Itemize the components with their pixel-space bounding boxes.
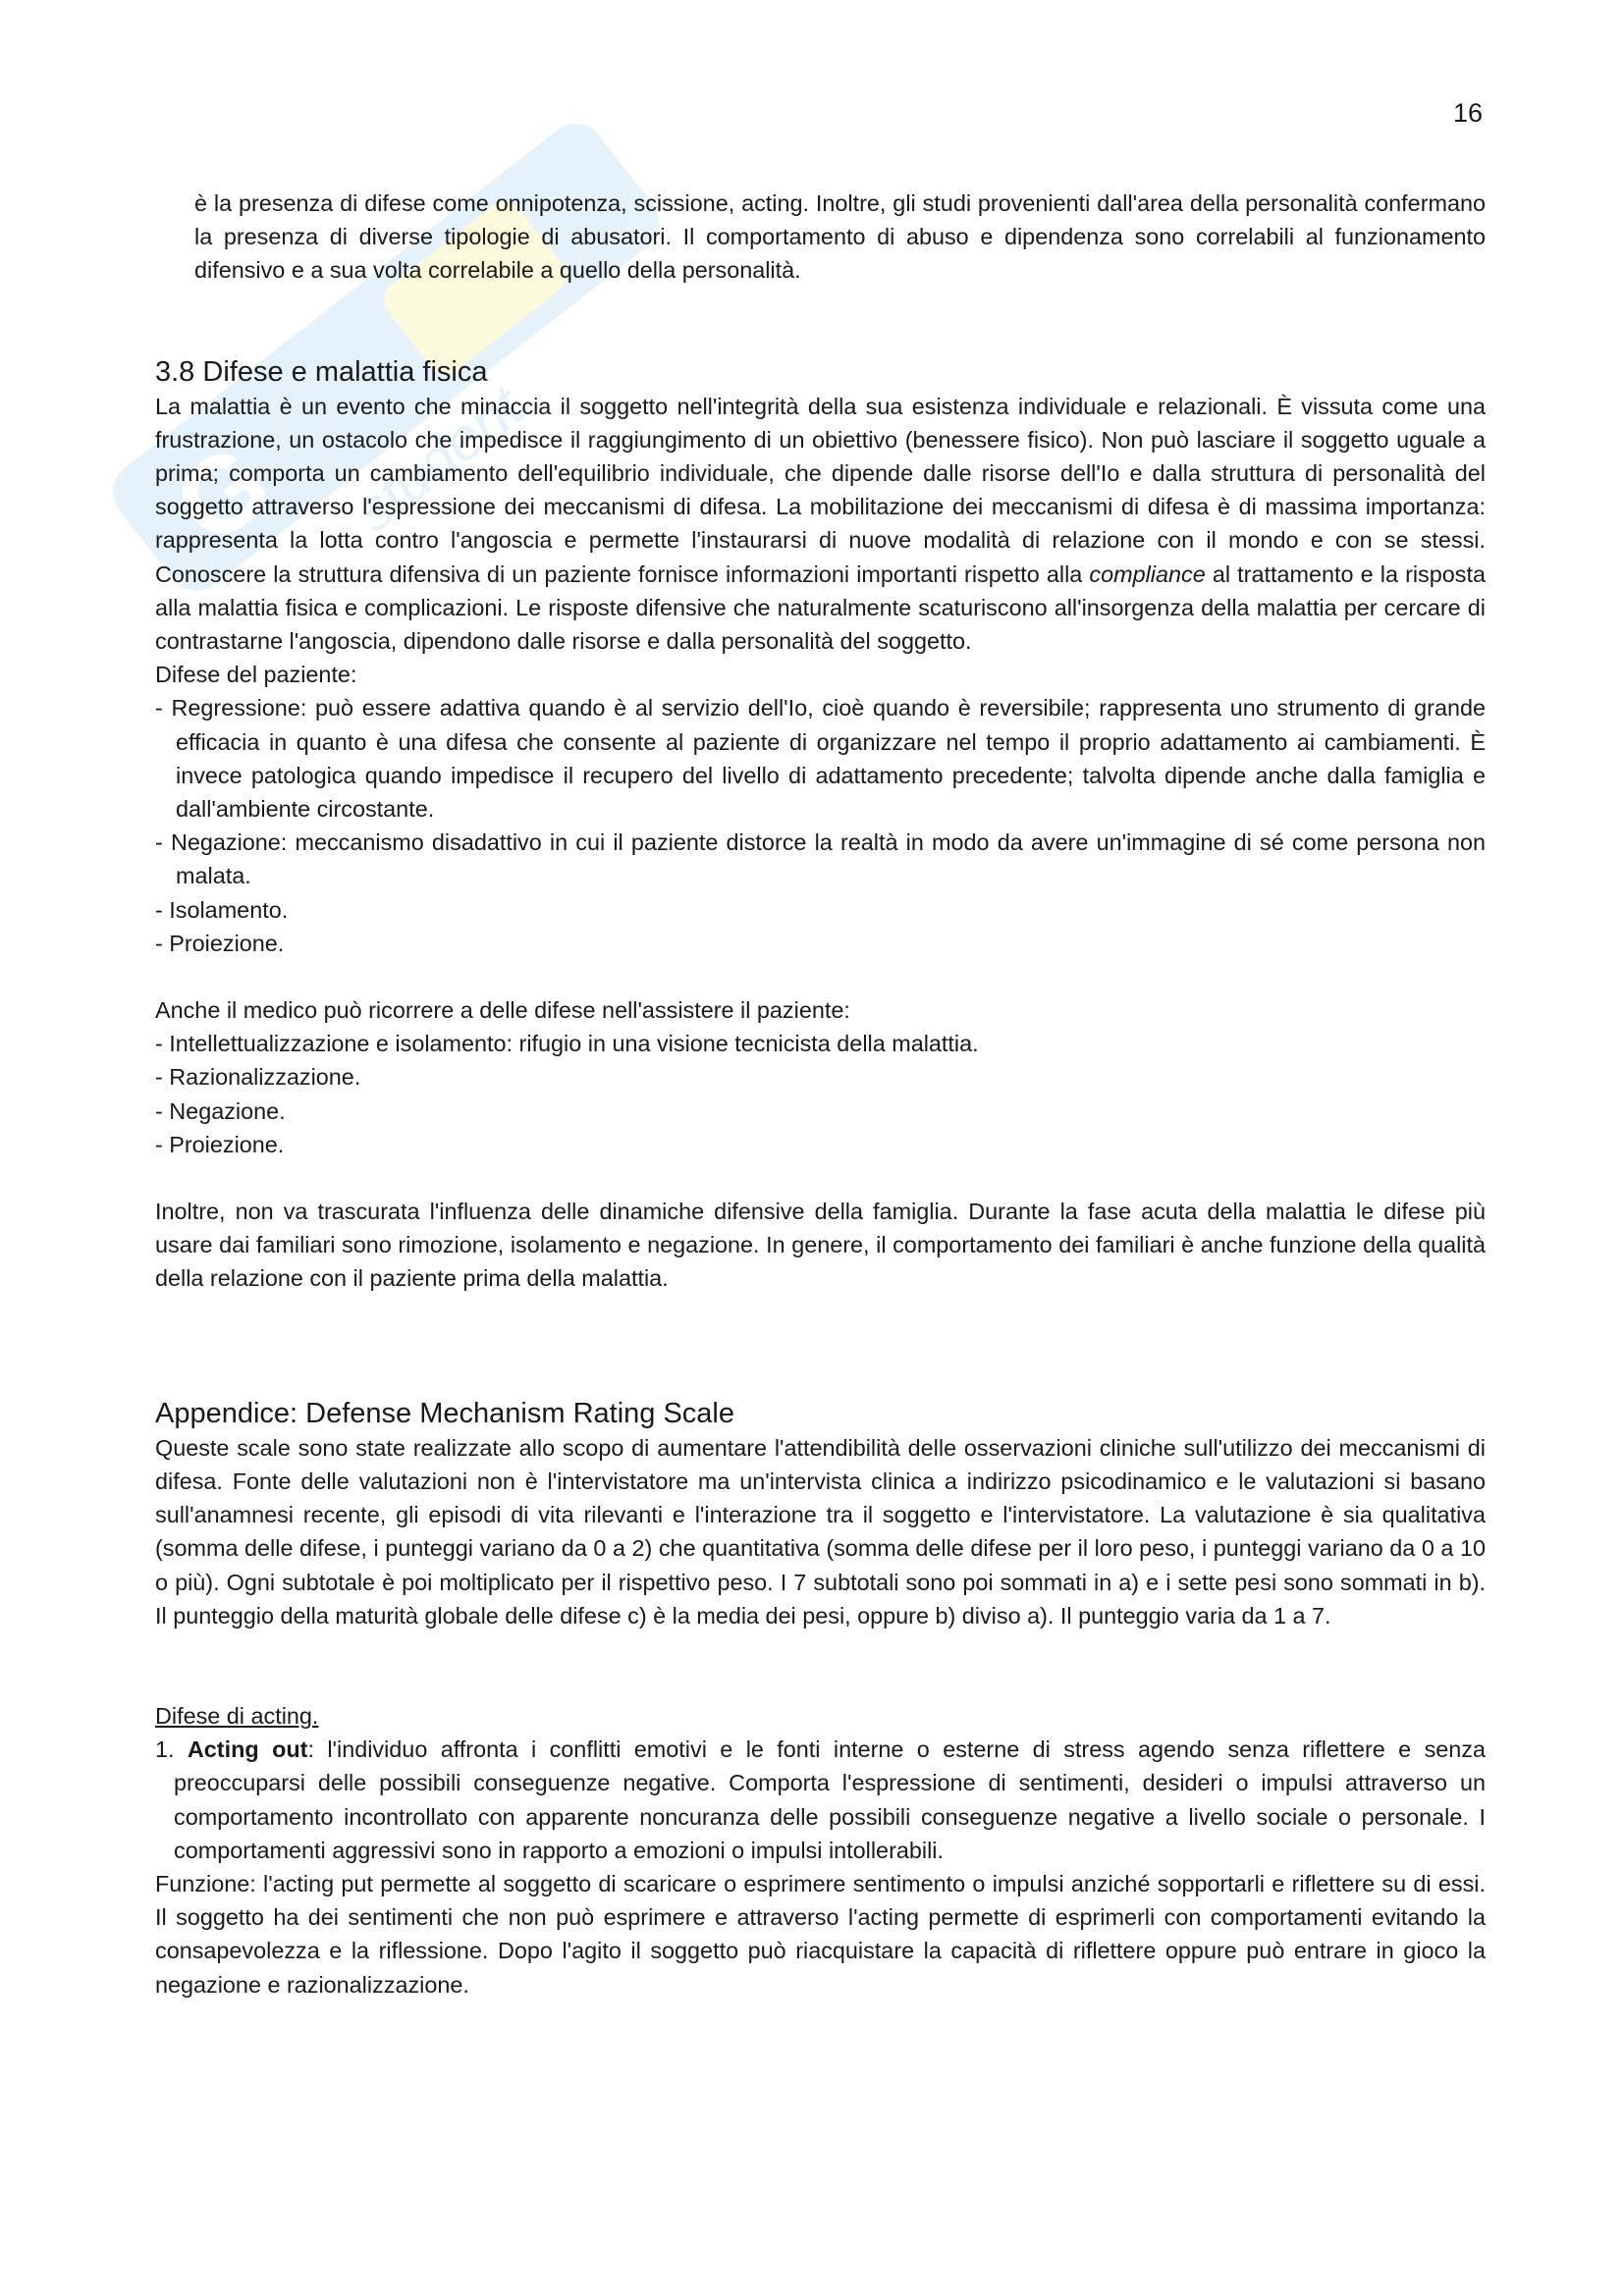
section-3-8-paragraph: La malattia è un evento che minaccia il soggetto nell'integrità della sua esistenza individuale e relazionali. È vissuta come una frustrazione, un ostacolo che impedisce il raggiungimento di un obiettivo (benessere fisico). Non può lasciare il soggetto uguale a prima; comporta un cambiamento dell'equilibrio individuale, che dipende dalle risorse dell'Io e dalla struttura di personalità del soggetto attraverso l'espressione dei meccanismi di difesa. La mobilitazione dei meccanismi di difesa è di massima importanza: rappresenta la lotta contro l'angoscia e permette l'instaurarsi di nuove modalità di relazione con il mondo e con se stessi. Conoscere la struttura difensiva di un paziente fornisce informazioni importanti rispetto alla compliance al trattamento e la risposta alla malattia fisica e complicazioni. Le risposte difensive che naturalmente scaturiscono all'insorgenza della malattia per cercare di contrastarne l'angoscia, dipendono dalle risorse e dalla personalità del soggetto. [155,393,1486,655]
list-item: - Intellettualizzazione e isolamento: rifugio in una visione tecnicista della malattia. [155,1031,979,1057]
acting-defenses-heading: Difese di acting. [155,1702,319,1729]
list-item: - Proiezione. [155,1131,285,1157]
list-item: - Razionalizzazione. [155,1064,361,1091]
doctor-defenses-heading: Anche il medico può ricorrere a delle difese nell'assistere il paziente: [155,997,850,1024]
patient-defenses-heading: Difese del paziente: [155,662,357,688]
page-number: 16 [1452,98,1483,128]
list-item-acting-out: 1. Acting out: l'individuo affronta i conflitti emotivi e le fonti interne o esterne di stress agendo senza riflettere e senza preoccuparsi delle possibili conseguenze negative. Comporta l'espressione di sentimenti, desideri o impulsi attraverso un comportamento incontrollato con apparente noncuranza delle possibili conseguenze negative a livello sociale o personale. I comportamenti aggressivi sono in rapporto a emozioni o impulsi intollerabili. [155,1736,1486,1863]
appendix-paragraph: Queste scale sono state realizzate allo scopo di aumentare l'attendibilità delle osservazioni cliniche sull'utilizzo dei meccanismi di difesa. Fonte delle valutazioni non è l'intervistatore ma un'intervista clinica a indirizzo psicodinamico e le valutazioni si basano sull'anamnesi recente, gli episodi di vita rilevanti e l'interazione tra il soggetto e l'intervistatore. La valutazione è sia qualitativa (somma delle difese, i punteggi variano da 0 a 2) che quantitativa (somma delle difese per il loro peso, i punteggi variano da 0 a 10 o più). Ogni subtotale è poi moltiplicato per il rispettivo peso. I 7 subtotali sono poi sommati in a) e i sette pesi sono sommati in b). Il punteggio della maturità globale delle difese c) è la media dei pesi, oppure b) diviso a). Il punteggio varia da 1 a 7. [155,1434,1486,1629]
family-paragraph: Inoltre, non va trascurata l'influenza delle dinamiche difensive della famiglia. Durante la fase acuta della malattia le difese più usare dai familiari sono rimozione, isolamento e negazione. In genere, il comportamento dei familiari è anche funzione della qualità della relazione con il paziente prima della malattia. [155,1199,1486,1292]
document-body [155,187,1486,2002]
list-item: - Regressione: può essere adattiva quando è al servizio dell'Io, cioè quando è reversibile; rappresenta uno strumento di grande efficacia in quanto è una difesa che consente al paziente di organizzare nel tempo il proprio adattamento ai cambiamenti. È invece patologica quando impedisce il recupero del livello di adattamento precedente; talvolta dipende anche dalla famiglia e dall'ambiente circostante. [155,695,1486,823]
svg-text:G: G [151,420,294,568]
emphasis-compliance: compliance [1089,561,1206,587]
acting-out-function: Funzione: l'acting put permette al soggetto di scaricare o esprimere sentimento o impulsi anziché sopportarli e riflettere su di essi. Il soggetto ha dei sentimenti che non può esprimere e attraverso l'acting permette di esprimerli con comportamenti evitando la consapevolezza e la riflessione. Dopo l'agito il soggetto può riacquistare la capacità di riflettere oppure può entrare in gioco la negazione e razionalizzazione. [155,1870,1486,1998]
svg-text:student: student [342,373,535,545]
list-item: - Proiezione. [155,930,285,956]
section-heading-3-8: 3.8 Difese e malattia fisica [155,355,488,388]
list-item: - Isolamento. [155,896,289,923]
appendix-heading: Appendice: Defense Mechanism Rating Scale [155,1397,734,1429]
intro-paragraph: è la presenza di difese come onnipotenza, scissione, acting. Inoltre, gli studi provenienti dall'area della personalità confermano la presenza di diverse tipologie di abusatori. Il comportamento di abuso e dipendenza sono correlabili al funzionamento difensivo e a sua volta correlabile a quello della personalità. [194,190,1486,284]
list-item: - Negazione: meccanismo disadattivo in cui il paziente distorce la realtà in modo da avere un'immagine di sé come persona non malata. [155,829,1486,889]
list-item: - Negazione. [155,1097,286,1124]
term-acting-out: Acting out [187,1736,308,1763]
